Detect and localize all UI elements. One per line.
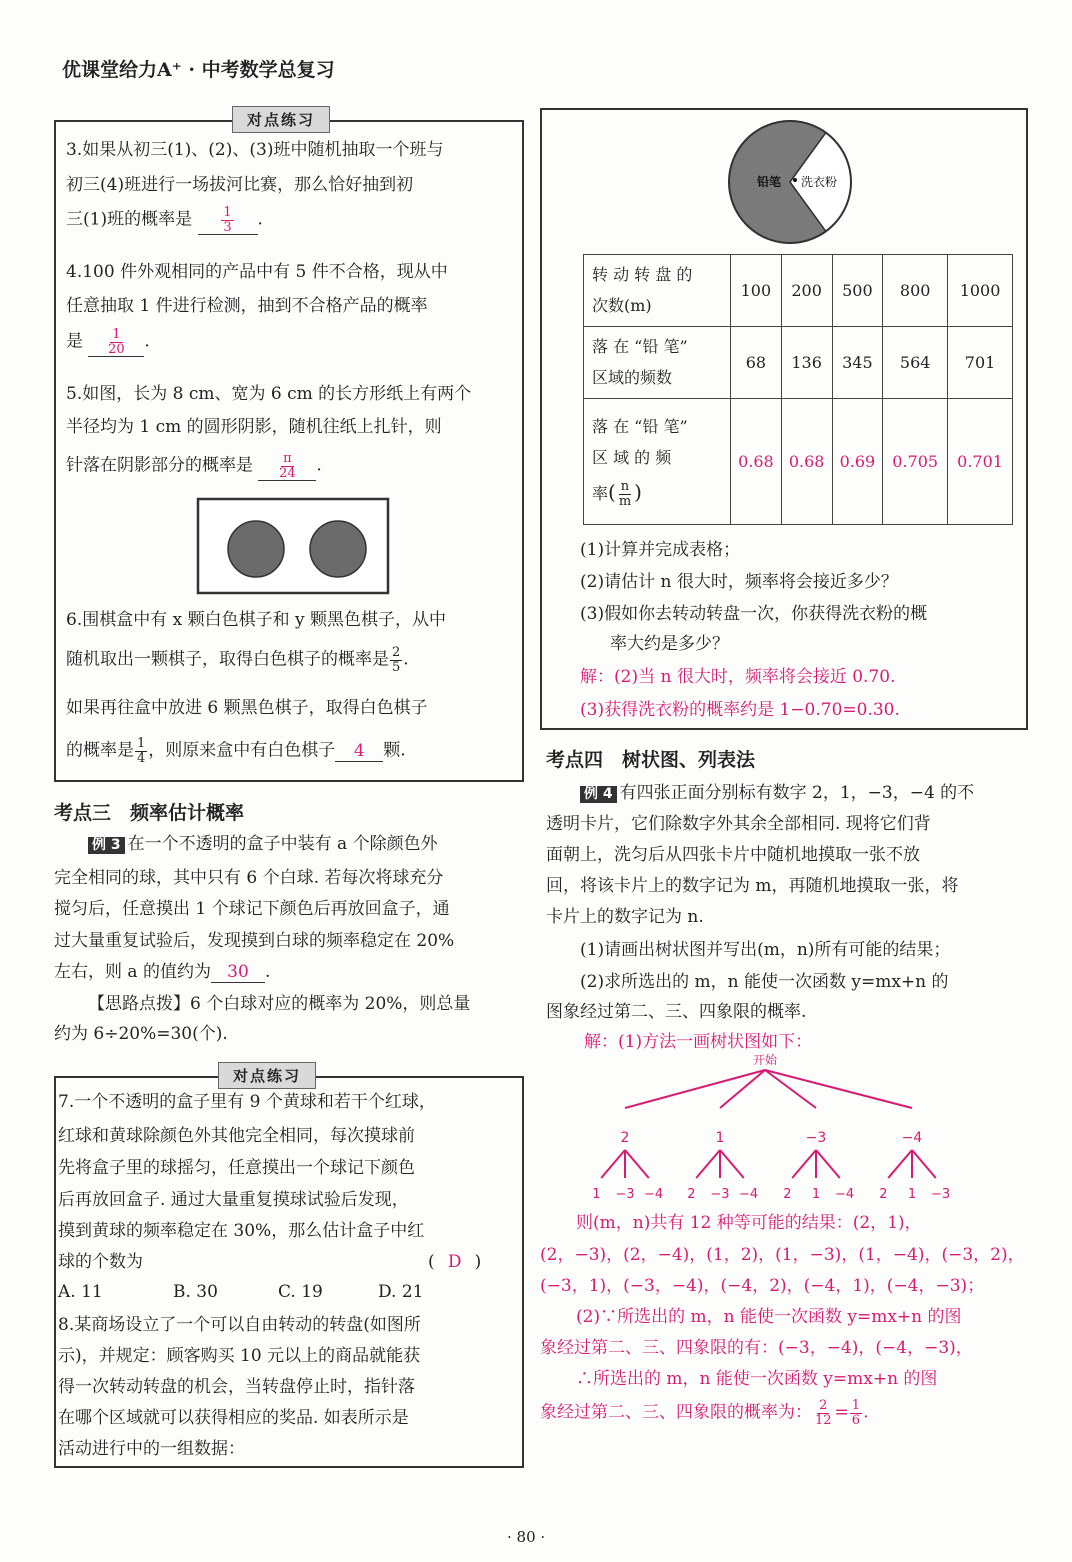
- practice-tag-1: 对点练习: [232, 106, 330, 133]
- q7-option-d: D. 21: [378, 1282, 424, 1302]
- example-4: 例 4 有四张正面分别标有数字 2，1，−3，−4 的不 透明卡片，它们除数字外其余全部相同. 现将它们背 面朝上，洗匀后从四张卡片中随机地摸取一张不放 回，将该卡片上的数字记为 m，再随机地摸取一张，将 卡片上的数字记为 n. (1)请画出树状图并写出(m，n)所有可能的结果； (2)求所选出的 m，n 能使一次函数 y=mx+n 的 图象经过第二、三、四象限的概率.: [546, 783, 975, 1022]
- tree-branch-label-2: 1: [715, 1130, 725, 1146]
- q3-line-1: 3.如果从初三(1)、(2)、(3)班中随机抽取一个班与: [66, 140, 444, 160]
- spinner-pointer: [793, 178, 797, 182]
- tree-leaf-label: 1: [907, 1187, 917, 1202]
- q7-option-a: A. 11: [58, 1282, 103, 1302]
- q8-solution-1: 解：(2)当 n 很大时，频率将会接近 0.70.: [580, 667, 896, 687]
- tree-leaf-label: −3: [615, 1187, 635, 1202]
- example-3-answer: 30: [211, 962, 265, 983]
- q7-option-c: C. 19: [278, 1282, 323, 1302]
- q6-line-3: 如果再往盒中放进 6 颗黑色棋子，取得白色棋子: [66, 698, 428, 718]
- tree-branch-label-1: 2: [620, 1130, 630, 1146]
- tree-solution: 则(m，n)共有 12 种等可能的结果：(2，1)， (2，−3)，(2，−4)，(1，2)，(1，−3)，(1，−4)，(−3，2)， (−3，1)，(−3，−4)，(−4，2)，(−4，1)，(−4，−3)； (2)∵所选出的 m，n 能使一次函数 y=mx+n 的图 象经过第二、三、四象限的有：(−3，−4)，(−4，−3)， ∴所选出的 m，n 能使一次函数 y=mx+n 的图 象经过第二、三、四象限的概率为： $\frac{2}{12}$ = $\frac{1}{6}$ .: [540, 1213, 1025, 1428]
- q6-fraction-1: $\frac{2}{5}$: [392, 645, 401, 675]
- example-3-label: 例 3: [88, 837, 125, 854]
- q8-solution-2: (3)获得洗衣粉的概率约是 1−0.70=0.30.: [580, 700, 900, 720]
- example-4-label: 例 4: [580, 786, 617, 803]
- rectangle-circles-figure: [196, 497, 390, 595]
- row-label-spins: 转 动 转 盘 的 次数(m): [584, 255, 731, 327]
- q6-answer: 4: [335, 741, 383, 762]
- page-number: · 80 ·: [507, 1528, 546, 1546]
- section-4-title: 考点四 树状图、列表法: [546, 749, 756, 771]
- q6-fraction-2: $\frac{1}{4}$: [137, 736, 146, 766]
- tree-root-label: 开始: [752, 1053, 778, 1067]
- solution-fraction-1: $\frac{2}{12}$: [815, 1398, 832, 1428]
- tree-leaf-line: [816, 1150, 840, 1178]
- hint-line-1: 【思路点拨】6 个白球对应的概率为 20%，则总量: [88, 994, 471, 1014]
- q7-answer: D: [447, 1252, 462, 1272]
- q5-line-1: 5.如图，长为 8 cm、宽为 6 cm 的长方形纸上有两个: [66, 384, 472, 404]
- shaded-circle-right: [310, 521, 366, 577]
- tree-leaf-line: [888, 1150, 912, 1178]
- q5-line-2: 半径均为 1 cm 的圆形阴影，随机往纸上扎针，则: [66, 417, 442, 437]
- tree-leaf-label: 2: [879, 1187, 888, 1202]
- question-8-parts: (1)计算并完成表格； (2)请估计 n 很大时，频率将会接近多少？ (3)假如你去转动转盘一次，你获得洗衣粉的概 率大约是多少？ 解：(2)当 n 很大时，频率将会接近 0.70. (3)获得洗衣粉的概率约是 1−0.70=0.30.: [580, 540, 1025, 725]
- q7-option-b: B. 30: [173, 1282, 218, 1302]
- q3-answer: $\frac{1}{3}$: [223, 205, 232, 235]
- tree-leaf-label: −4: [834, 1187, 855, 1202]
- tree-diagram: [590, 1050, 951, 1208]
- tree-branch-label-4: −4: [901, 1130, 923, 1146]
- spinner-figure: [723, 118, 857, 246]
- page-header: [62, 55, 335, 82]
- question-8: 8.某商场设立了一个可以自由转动的转盘(如图所 示)，并规定：顾客购买 10 元以上的商品就能获 得一次转动转盘的机会，当转盘停止时，指针落 在哪个区域就可以获得相应的奖品. 如表所示是 活动进行中的一组数据：: [58, 1315, 421, 1459]
- tree-intro: 解：(1)方法一画树状图如下：: [584, 1032, 813, 1052]
- q4-answer: $\frac{1}{20}$: [108, 327, 125, 357]
- shaded-circle-left: [228, 521, 284, 577]
- tree-leaf-label: −4: [643, 1187, 664, 1202]
- pencil-region-label: 铅笔: [757, 175, 782, 189]
- tree-branch-label-3: −3: [805, 1130, 827, 1146]
- header-title: 优课堂给力A⁺ · 中考数学总复习: [62, 59, 335, 81]
- q6-line-1: 6.围棋盒中有 x 颗白色棋子和 y 颗黑色棋子，从中: [66, 610, 447, 630]
- q3-line-2: 初三(4)班进行一场拔河比赛，那么恰好抽到初: [66, 175, 414, 195]
- tree-leaf-label: −3: [930, 1187, 951, 1202]
- powder-region-label: 洗衣粉: [801, 175, 838, 189]
- tree-leaf-line: [792, 1150, 816, 1178]
- q4-line-1: 4.100 件外观相同的产品中有 5 件不合格，现从中: [66, 262, 448, 282]
- q5-prefix: 针落在阴影部分的概率是: [66, 455, 253, 476]
- row-label-frequency: 落 在 “铅 笔” 区 域 的 频 率( $\frac{n}{m}$ ): [584, 399, 731, 525]
- tree-leaf-line: [696, 1150, 720, 1178]
- practice-tag-2: 对点练习: [218, 1062, 316, 1089]
- tree-leaf-line: [912, 1150, 936, 1178]
- question-7: 7.一个不透明的盒子里有 9 个黄球和若干个红球， 红球和黄球除颜色外其他完全相同，每次摸球前 先将盒子里的球摇匀，任意摸出一个球记下颜色 后再放回盒子. 通过大量重复摸球试验后发现， 摸到黄球的频率稳定在 30%，那么估计盒子中红 球的个数为 ( D ) A. 11 B. 30 C. 19 D. 21: [58, 1092, 482, 1302]
- tree-leaf-label: −4: [738, 1187, 759, 1202]
- tree-branch-line: [765, 1070, 912, 1108]
- section-3-title: 考点三 频率估计概率: [54, 802, 245, 824]
- solution-fraction-2: $\frac{1}{6}$: [851, 1398, 861, 1428]
- frequency-table: 转 动 转 盘 的 次数(m) 100 200 500 800 1000 落 在 “铅 笔” 区域的频数 68 136 345 564 701 落 在 “铅 笔” 区 域 的 频 率( $\frac{n}{m}$ ) 0.68 0.68 0.69 0.705 0.701: [583, 254, 1013, 525]
- tree-leaf-label: 1: [592, 1187, 601, 1202]
- tree-leaf-label: 1: [811, 1187, 821, 1202]
- question-3: 3.如果从初三(1)、(2)、(3)班中随机抽取一个班与 初三(4)班进行一场拔河比赛，那么恰好抽到初 三(1)班的概率是 $\frac{1}{3}$ .: [66, 140, 521, 250]
- q3-prefix: 三(1)班的概率是: [66, 209, 193, 230]
- hint-line-2: 约为 6÷20%=30(个).: [54, 1024, 228, 1044]
- question-6: 6.围棋盒中有 x 颗白色棋子和 y 颗黑色棋子，从中 随机取出一颗棋子，取得白色棋子的概率是 $\frac{2}{5}$ . 如果再往盒中放进 6 颗黑色棋子，取得白色棋子 的概率是 $\frac{1}{4}$ ，则原来盒中有白色棋子 4 颗.: [66, 610, 521, 780]
- tree-leaf-line: [601, 1150, 625, 1178]
- question-4: 4.100 件外观相同的产品中有 5 件不合格，现从中 任意抽取 1 件进行检测，抽到不合格产品的概率 是 $\frac{1}{20}$ .: [66, 262, 521, 372]
- row-label-count: 落 在 “铅 笔” 区域的频数: [584, 327, 731, 399]
- q4-prefix: 是: [66, 331, 83, 352]
- q5-answer: $\frac{\pi}{24}$: [279, 451, 296, 481]
- tree-leaf-label: 2: [783, 1187, 792, 1202]
- tree-leaf-line: [720, 1150, 744, 1178]
- question-5: 5.如图，长为 8 cm、宽为 6 cm 的长方形纸上有两个 半径均为 1 cm 的圆形阴影，随机往纸上扎针，则 针落在阴影部分的概率是 $\frac{\pi}{24}$ .: [66, 384, 521, 494]
- tree-leaf-label: −3: [710, 1187, 730, 1202]
- tree-leaf-line: [625, 1150, 649, 1178]
- example-3: 例 3 在一个不透明的盒子中装有 a 个除颜色外 完全相同的球，其中只有 6 个白球. 若每次将球充分 搅匀后，任意摸出 1 个球记下颜色后再放回盒子，通 过大量重复试验后，发现摸到白球的频率稳定在 20% 左右，则 a 的值约为 30 . 【思路点拨】6 个白球对应的概率为 20%，则总量 约为 6÷20%=30(个).: [54, 834, 524, 1044]
- tree-leaf-label: 2: [687, 1187, 696, 1202]
- q4-line-2: 任意抽取 1 件进行检测，抽到不合格产品的概率: [66, 296, 428, 316]
